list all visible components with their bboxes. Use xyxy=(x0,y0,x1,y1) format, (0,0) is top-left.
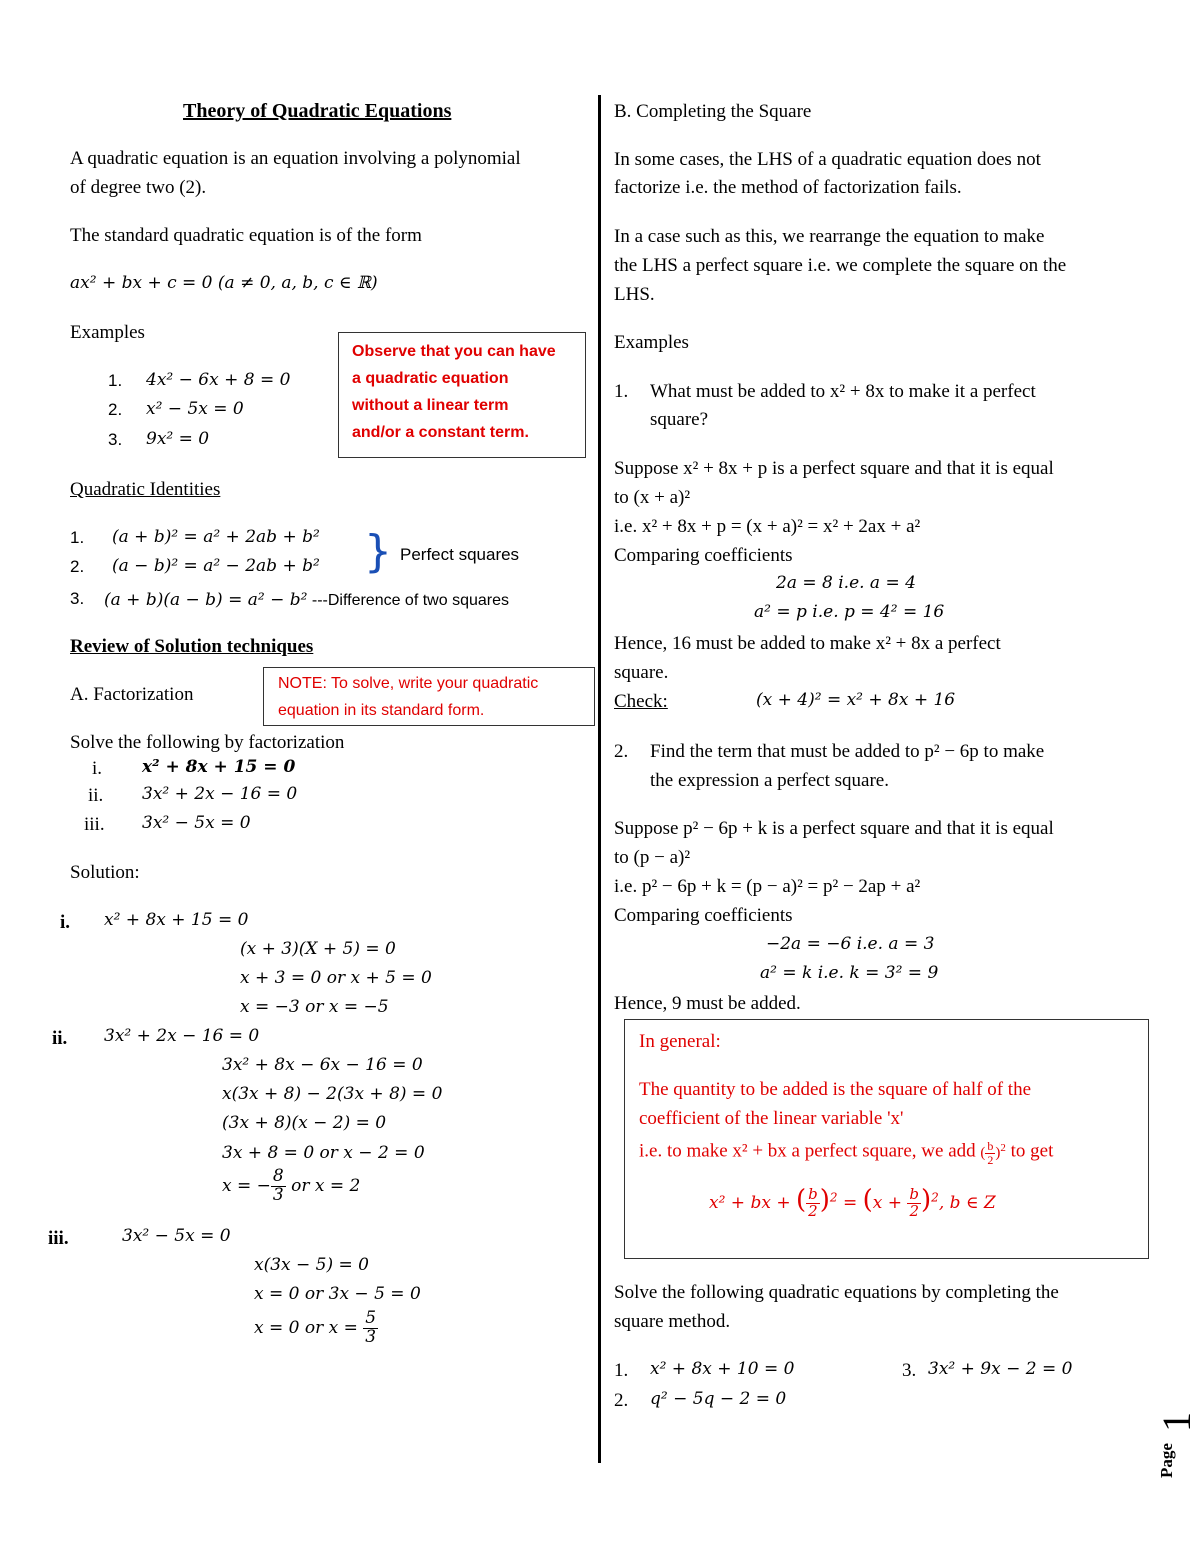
solution-step: x(3x + 8) − 2(3x + 8) = 0 xyxy=(222,1084,443,1104)
identity-number: 2. xyxy=(70,557,85,576)
general-text: i.e. to make x² + bx a perfect square, we add xyxy=(639,1140,981,1162)
example-question: the expression a perfect square. xyxy=(650,770,889,791)
check-label: Check: xyxy=(614,691,668,712)
right-brace-icon: } xyxy=(364,526,392,577)
standard-equation: ax² + bx + c = 0 (a ≠ 0, a, b, c ∈ ℝ) xyxy=(70,273,378,293)
note-box-line: equation in its standard form. xyxy=(278,702,485,719)
numerator: b xyxy=(808,1185,818,1204)
note-box-line: NOTE: To solve, write your quadratic xyxy=(278,675,539,692)
coefficient-line: 2a = 8 i.e. a = 4 xyxy=(776,573,916,593)
solution-step: 3x + 8 = 0 or x − 2 = 0 xyxy=(222,1143,425,1163)
page-title: Theory of Quadratic Equations xyxy=(183,100,452,122)
general-heading: In general: xyxy=(639,1031,721,1052)
problem-number: ii. xyxy=(88,785,104,806)
example-equation: 9x² = 0 xyxy=(146,429,210,449)
denominator: 3 xyxy=(365,1326,377,1347)
working-line: to (x + a)² xyxy=(614,487,691,508)
solution-heading: Solution: xyxy=(70,862,140,883)
working-line: Comparing coefficients xyxy=(614,905,793,926)
examples-heading: Examples xyxy=(70,322,145,343)
intro-line-1: A quadratic equation is an equation involving a polynomial xyxy=(70,148,521,169)
solve-prompt: Solve the following by factorization xyxy=(70,732,345,753)
paragraph-line: the LHS a perfect square i.e. we complete the square on the xyxy=(614,255,1067,276)
solution-number: i. xyxy=(60,912,71,933)
example-question: What must be added to x² + 8x to make it a perfect xyxy=(650,381,1036,402)
solution-number: iii. xyxy=(48,1228,69,1249)
final-suffix: or x = 2 xyxy=(285,1175,361,1196)
conclusion-line: Hence, 16 must be added to make x² + 8x a perfect xyxy=(614,633,1001,654)
observe-note-line: and/or a constant term. xyxy=(352,424,529,441)
final-prefix: x = − xyxy=(222,1175,271,1196)
paragraph-line: In some cases, the LHS of a quadratic equation does not xyxy=(614,149,1041,170)
problem-number: iii. xyxy=(84,814,105,835)
fraction xyxy=(271,1168,286,1205)
solution-number: ii. xyxy=(52,1028,68,1049)
problem-equation: 3x² − 5x = 0 xyxy=(142,813,251,833)
conclusion-line: Hence, 9 must be added. xyxy=(614,993,801,1014)
example-question: Find the term that must be added to p² − 6p to make xyxy=(650,741,1045,762)
identity-note: ---Difference of two squares xyxy=(307,592,509,609)
identity-equation: (a + b)(a − b) = a² − b² xyxy=(104,590,308,610)
solution-step: x = 0 or 3x − 5 = 0 xyxy=(254,1284,421,1304)
fraction xyxy=(363,1310,378,1347)
exercise-number: 3. xyxy=(902,1360,917,1381)
page-number: 1 xyxy=(1154,1412,1199,1432)
solution-step: x = −3 or x = −5 xyxy=(240,997,389,1017)
general-formula: x² + bx + ( $\frac{b}{2}$ )$^2$ = (x + $\frac{b}{2}$ )$^2$, b ∈ Z xyxy=(709,1185,996,1220)
solution-step: x + 3 = 0 or x + 5 = 0 xyxy=(240,968,432,988)
numerator: b xyxy=(987,1139,994,1153)
general-line: The quantity to be added is the square of half of the xyxy=(639,1079,1032,1100)
coefficient-line: −2a = −6 i.e. a = 3 xyxy=(766,934,935,954)
example-equation: x² − 5x = 0 xyxy=(146,399,244,419)
intro-line-2: of degree two (2). xyxy=(70,177,207,198)
solution-step: x(3x − 5) = 0 xyxy=(254,1255,369,1275)
example-question: square? xyxy=(650,409,709,430)
solution-final xyxy=(254,1310,378,1347)
denominator: 2 xyxy=(987,1152,994,1167)
final-prefix: x = 0 or x = xyxy=(254,1317,364,1338)
formula-part: , b ∈ Z xyxy=(938,1193,996,1213)
identity-number: 1. xyxy=(70,528,85,547)
observe-note-line: without a linear term xyxy=(352,397,509,414)
paragraph-line: factorize i.e. the method of factorization fails. xyxy=(614,177,962,198)
page-number-label xyxy=(1154,1410,1199,1480)
working-line: Suppose p² − 6p + k is a perfect square and that it is equal xyxy=(614,818,1054,839)
working-line: Comparing coefficients xyxy=(614,545,793,566)
general-rule-box xyxy=(624,1019,1149,1259)
exercise-equation: x² + 8x + 10 = 0 xyxy=(650,1359,795,1379)
example-number: 3. xyxy=(108,430,123,449)
exercise-equation: 3x² + 9x − 2 = 0 xyxy=(928,1359,1073,1379)
example-equation: 4x² − 6x + 8 = 0 xyxy=(146,370,291,390)
solution-step: (x + 3)(X + 5) = 0 xyxy=(240,939,396,959)
exercise-prompt: Solve the following quadratic equations by completing the xyxy=(614,1282,1059,1303)
exercise-number: 1. xyxy=(614,1360,629,1381)
denominator: 2 xyxy=(909,1202,919,1220)
problem-equation: 3x² + 2x − 16 = 0 xyxy=(142,784,298,804)
examples-heading: Examples xyxy=(614,332,689,353)
identity-equation: (a − b)² = a² − 2ab + b² xyxy=(112,556,320,576)
fraction-group: ( $\frac{b}{2}$ )$^2$ xyxy=(980,1139,1006,1167)
working-line: Suppose x² + 8x + p is a perfect square and that it is equal xyxy=(614,458,1054,479)
solution-step: 3x² + 2x − 16 = 0 xyxy=(104,1026,260,1046)
standard-form-text: The standard quadratic equation is of the form xyxy=(70,225,422,246)
review-heading: Review of Solution techniques xyxy=(70,636,314,657)
working-line: to (p − a)² xyxy=(614,847,691,868)
numerator: b xyxy=(909,1185,920,1204)
identity-number: 3. xyxy=(70,589,85,608)
check-equation: (x + 4)² = x² + 8x + 16 xyxy=(756,690,956,710)
solution-step: x² + 8x + 15 = 0 xyxy=(104,910,249,930)
identity-equation: (a + b)² = a² + 2ab + b² xyxy=(112,527,320,547)
exercise-number: 2. xyxy=(614,1390,629,1411)
problem-equation: x² + 8x + 15 = 0 xyxy=(142,757,296,777)
denominator: 3 xyxy=(272,1184,284,1205)
working-line: i.e. x² + 8x + p = (x + a)² = x² + 2ax + a² xyxy=(614,516,921,537)
example-number: 2. xyxy=(614,741,629,762)
numerator: 8 xyxy=(272,1166,284,1186)
paragraph-line: LHS. xyxy=(614,284,655,305)
observe-note-line: Observe that you can have xyxy=(352,343,556,360)
coefficient-line: a² = k i.e. k = 3² = 9 xyxy=(760,963,939,983)
solution-step: 3x² − 5x = 0 xyxy=(122,1226,231,1246)
exercise-prompt: square method. xyxy=(614,1311,731,1332)
observe-note-line: a quadratic equation xyxy=(352,370,509,387)
problem-number: i. xyxy=(92,758,103,779)
general-line: coefficient of the linear variable 'x' xyxy=(639,1108,904,1129)
identities-heading: Quadratic Identities xyxy=(70,479,221,500)
perfect-squares-label: Perfect squares xyxy=(400,545,520,564)
factorization-label: A. Factorization xyxy=(70,684,194,705)
example-number: 2. xyxy=(108,400,123,419)
general-line-with-fraction xyxy=(639,1140,1053,1166)
section-heading: B. Completing the Square xyxy=(614,101,812,122)
example-number: 1. xyxy=(108,371,123,390)
formula-part: = xyxy=(837,1193,863,1213)
solution-step: (3x + 8)(x − 2) = 0 xyxy=(222,1113,387,1133)
column-divider xyxy=(598,95,601,1463)
conclusion-line: square. xyxy=(614,662,669,683)
formula-part: x² + bx + xyxy=(709,1193,796,1213)
example-number: 1. xyxy=(614,381,629,402)
general-text: to get xyxy=(1005,1140,1054,1162)
numerator: 5 xyxy=(365,1308,377,1328)
exercise-equation: q² − 5q − 2 = 0 xyxy=(650,1389,787,1409)
page-word: Page xyxy=(1157,1443,1176,1478)
paragraph-line: In a case such as this, we rearrange the equation to make xyxy=(614,226,1045,247)
solution-step: 3x² + 8x − 6x − 16 = 0 xyxy=(222,1055,423,1075)
coefficient-line: a² = p i.e. p = 4² = 16 xyxy=(754,602,945,622)
solution-final xyxy=(222,1168,360,1205)
denominator: 2 xyxy=(808,1202,818,1220)
identity-line-3 xyxy=(104,589,509,611)
working-line: i.e. p² − 6p + k = (p − a)² = p² − 2ap + a² xyxy=(614,876,921,897)
